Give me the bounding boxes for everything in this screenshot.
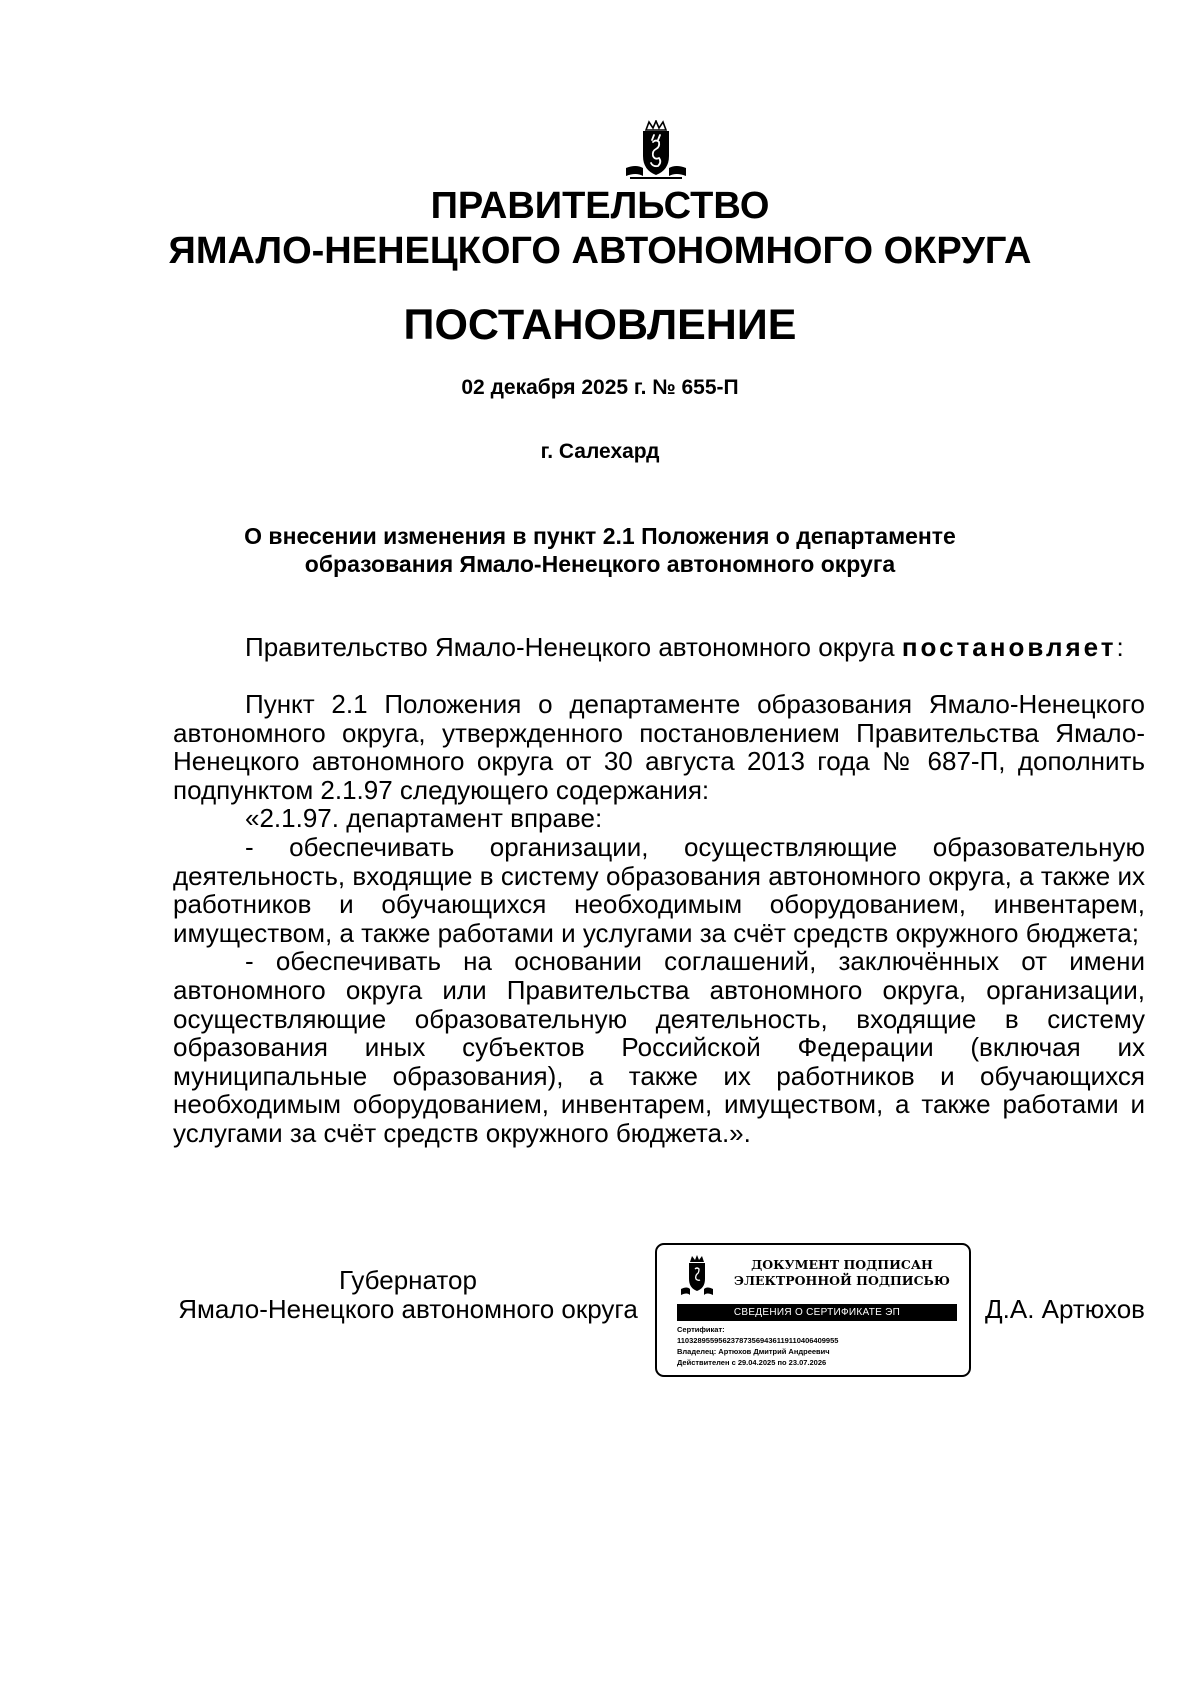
certificate-owner: Владелец: Артюхов Дмитрий Андреевич: [677, 1347, 830, 1356]
certificate-number: 110328955956237873569436119110406409955: [677, 1336, 839, 1345]
stamp-heading-line1: ДОКУМЕНТ ПОДПИСАН: [751, 1257, 933, 1272]
subject-line1: О внесении изменения в пункт 2.1 Положения о департаменте: [244, 523, 956, 549]
body-paragraph: - обеспечивать на основании соглашений, заключённых от имени автономного округа или Правительства автономного округа, организации, осуществляющие образовательную деятельность, входящие в систему образования иных субъектов Российской Федерации (включая их муниципальные образования), а также их работников и обучающихся необходимым оборудованием, инвентарем, имуществом, а также работами и услугами за счёт средств окружного бюджета.».: [173, 946, 1145, 1148]
coat-of-arms-icon: [677, 1253, 717, 1299]
stamp-heading: [717, 1257, 967, 1289]
government-name-line1: ПРАВИТЕЛЬСТВО: [430, 185, 770, 227]
decree-colon: :: [1116, 632, 1124, 662]
body-paragraph: «2.1.97. департамент вправе:: [245, 803, 603, 834]
document-body: [173, 690, 1145, 1148]
electronic-signature-stamp: [655, 1243, 971, 1377]
document-type: ПОСТАНОВЛЕНИЕ: [403, 301, 797, 349]
body-paragraph: Пункт 2.1 Положения о департаменте образования Ямало-Ненецкого автономного округа, утвержденного постановлением Правительства Ямало-Ненецкого автономного округа от 30 августа 2013 года № 687-П, дополнить подпунктом 2.1.97 следующего содержания:: [173, 689, 1145, 805]
certificate-details: [677, 1324, 962, 1368]
document-city: г. Салехард: [540, 440, 660, 463]
certificate-info-bar: СВЕДЕНИЯ О СЕРТИФИКАТЕ ЭП: [677, 1304, 957, 1321]
decree-verb: постановляет: [901, 632, 1117, 662]
signatory-title-line1: Губернатор: [339, 1265, 477, 1295]
subject-line2: образования Ямало-Ненецкого автономного округа: [304, 551, 896, 577]
signatory-name: Д.А. Артюхов: [985, 1294, 1145, 1324]
certificate-validity: Действителен с 29.04.2025 по 23.07.2026: [677, 1358, 827, 1367]
signatory-title: [173, 1266, 643, 1324]
government-name-line2: ЯМАЛО-НЕНЕЦКОГО АВТОНОМНОГО ОКРУГА: [168, 230, 1032, 272]
decree-intro: Правительство Ямало-Ненецкого автономного округа: [245, 632, 902, 662]
coat-of-arms-icon: [616, 120, 696, 182]
document-subject: [0, 522, 1200, 578]
body-paragraph: - обеспечивать организации, осуществляющие образовательную деятельность, входящие в систему образования автономного округа, а также их работников и обучающихся необходимым оборудованием, инвентарем, имуществом, а также работами и услугами за счёт средств окружного бюджета;: [173, 831, 1145, 948]
stamp-heading-line2: ЭЛЕКТРОННОЙ ПОДПИСЬЮ: [734, 1273, 950, 1288]
decree-statement: [173, 633, 1145, 662]
signatory-title-line2: Ямало-Ненецкого автономного округа: [178, 1294, 638, 1324]
document-date-number: 02 декабря 2025 г. № 655-П: [461, 376, 739, 399]
certificate-label: Сертификат:: [677, 1325, 725, 1334]
